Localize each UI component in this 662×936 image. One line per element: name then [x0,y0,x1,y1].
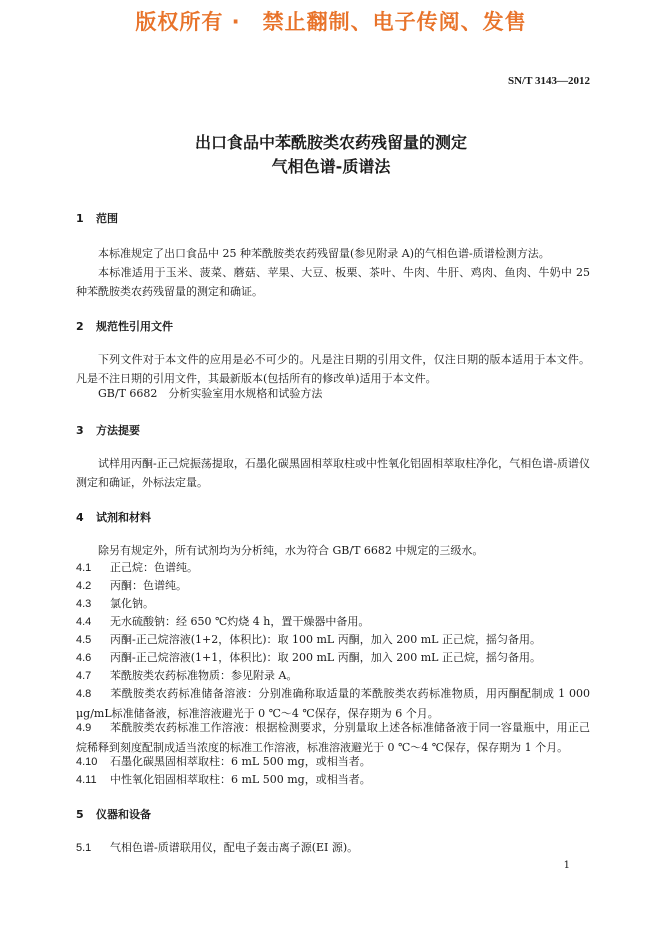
list-item [76,648,590,668]
section-number: 3 [76,424,84,437]
section-title: 方法提要 [96,424,140,437]
item-number: 4.11 [76,774,97,786]
item-number: 4.1 [76,562,92,574]
item-text: 无水硫酸钠：经 650 ℃灼烧 4 h，置干燥器中备用。 [110,615,370,628]
item-text: 苯酰胺类农药标准工作溶液：根据检测要求，分别量取上述各标准储备液于同一容量瓶中，用正己烷稀释到刻度配制成适当浓度的标准工作溶液，标准溶液避光于 0 ℃～4 ℃保存，保存期为 1 个月。 [76,721,590,754]
paragraph: 试样用丙酮-正己烷振荡提取，石墨化碳黑固相萃取柱或中性氧化铝固相萃取柱净化，气相色谱-质谱仪测定和确证，外标法定量。 [76,457,590,489]
item-number: 4.4 [76,616,92,628]
item-text: 丙酮-正己烷溶液(1+1，体积比)：取 200 mL 丙酮，加入 200 mL 正己烷，摇匀备用。 [110,651,541,664]
title-line-1: 出口食品中苯酰胺类农药残留量的测定 [194,133,467,152]
item-text: 丙酮：色谱纯。 [110,579,187,592]
section-heading-method-summary [76,422,140,438]
section-heading-reagents [76,509,151,525]
list-item [76,666,590,686]
section-number: 4 [76,511,84,524]
list-item [76,576,590,596]
list-item [76,594,590,614]
section-heading-apparatus [76,806,151,822]
list-item [76,630,590,650]
paragraph: GB/T 6682 分析实验室用水规格和试验方法 [98,387,323,400]
section-title: 仪器和设备 [96,808,151,821]
section-number: 5 [76,808,84,821]
list-item [76,770,590,790]
section-number: 2 [76,320,84,333]
section-title: 范围 [96,212,118,225]
page-number: 1 [563,860,570,871]
item-number: 4.3 [76,598,92,610]
item-text: 苯酰胺类农药标准物质：参见附录 A。 [110,669,298,682]
paragraph: 本标准规定了出口食品中 25 种苯酰胺类农药残留量(参见附录 A)的气相色谱-质谱检测方法。 [98,247,550,260]
section-number: 1 [76,212,84,225]
section-heading-normative-references [76,318,173,334]
section-heading-scope [76,210,118,226]
section-title: 试剂和材料 [96,511,151,524]
list-item [76,838,590,858]
paragraph: 除另有规定外，所有试剂均为分析纯，水为符合 GB/T 6682 中规定的三级水。 [98,544,484,557]
section-title: 规范性引用文件 [96,320,173,333]
copyright-watermark: 版权所有 · 禁止翻制、电子传阅、发售 [135,10,527,34]
title-line-2: 气相色谱-质谱法 [271,157,391,176]
item-text: 中性氧化铝固相萃取柱：6 mL 500 mg，或相当者。 [110,773,371,786]
list-item [76,752,590,772]
item-text: 丙酮-正己烷溶液(1+2，体积比)：取 100 mL 丙酮，加入 200 mL 正己烷，摇匀备用。 [110,633,541,646]
item-number: 4.8 [76,688,92,700]
paragraph: 本标准适用于玉米、菠菜、蘑菇、苹果、大豆、板栗、茶叶、牛肉、牛肝、鸡肉、鱼肉、牛奶中 25 种苯酰胺类农药残留量的测定和确证。 [76,266,590,298]
item-text: 苯酰胺类农药标准储备溶液：分别准确称取适量的苯酰胺类农药标准物质，用丙酮配制成 1 000 μg/mL标准储备液，标准溶液避光于 0 ℃～4 ℃保存，保存期为 6 个月。 [76,687,590,720]
standard-code: SN/T 3143—2012 [507,75,590,87]
item-number: 5.1 [76,842,92,854]
item-number: 4.5 [76,634,92,646]
document-title [0,131,662,179]
item-text: 石墨化碳黑固相萃取柱：6 mL 500 mg，或相当者。 [110,755,371,768]
item-number: 4.2 [76,580,92,592]
item-number: 4.6 [76,652,92,664]
paragraph: 下列文件对于本文件的应用是必不可少的。凡是注日期的引用文件，仅注日期的版本适用于本文件。凡是不注日期的引用文件，其最新版本(包括所有的修改单)适用于本文件。 [76,353,590,385]
item-number: 4.10 [76,756,98,768]
item-number: 4.7 [76,670,92,682]
item-text: 气相色谱-质谱联用仪，配电子轰击离子源(EI 源)。 [110,841,359,854]
item-text: 氯化钠。 [110,597,154,610]
list-item [76,612,590,632]
item-text: 正己烷：色谱纯。 [110,561,198,574]
list-item [76,558,590,578]
item-number: 4.9 [76,722,92,734]
